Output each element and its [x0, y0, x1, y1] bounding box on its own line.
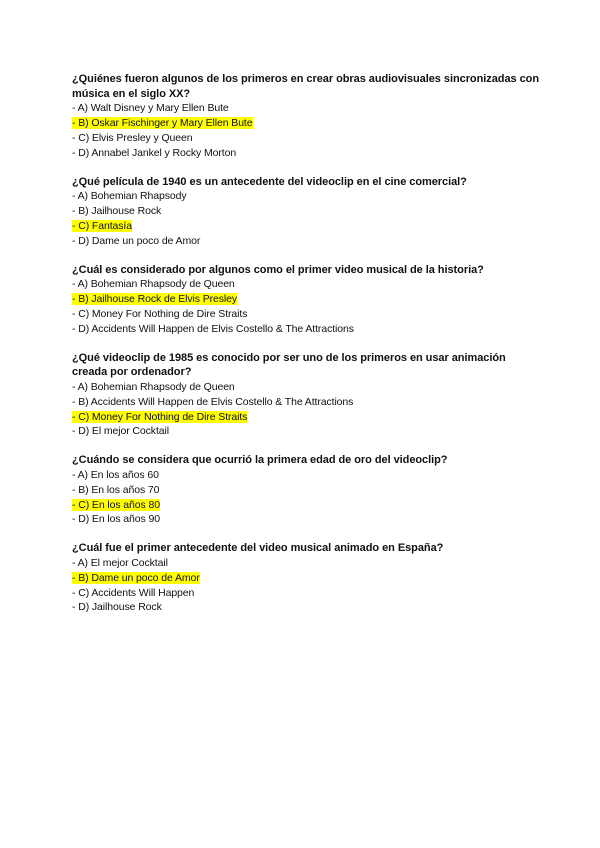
option-d: - D) Accidents Will Happen de Elvis Costello & The Attractions	[72, 322, 354, 335]
option-a: - A) Bohemian Rhapsody	[72, 190, 187, 203]
option-b-correct: - B) Dame un poco de Amor	[72, 571, 200, 584]
question-text: ¿Quiénes fueron algunos de los primeros en crear obras audiovisuales sincronizadas con música en el siglo XX?	[72, 73, 540, 100]
option-b: - B) Jailhouse Rock	[72, 205, 162, 218]
quiz-document	[72, 72, 542, 630]
question-3	[72, 263, 542, 337]
option-d: - D) Annabel Jankel y Rocky Morton	[72, 146, 237, 159]
question-5	[72, 453, 542, 527]
answer-options	[72, 101, 542, 160]
question-text: ¿Cuál es considerado por algunos como el primer video musical de la historia?	[72, 263, 484, 276]
option-c: - C) Accidents Will Happen	[72, 586, 195, 599]
option-b: - B) Accidents Will Happen de Elvis Costello & The Attractions	[72, 395, 354, 408]
answer-options	[72, 277, 542, 336]
option-b: - B) En los años 70	[72, 483, 160, 496]
option-d: - D) Dame un poco de Amor	[72, 234, 201, 247]
option-c-correct: - C) Money For Nothing de Dire Straits	[72, 410, 248, 423]
option-d: - D) El mejor Cocktail	[72, 425, 169, 438]
question-6	[72, 541, 542, 615]
answer-options	[72, 189, 542, 248]
question-4	[72, 351, 542, 439]
option-d: - D) En los años 90	[72, 513, 160, 526]
option-d: - D) Jailhouse Rock	[72, 601, 162, 614]
option-c: - C) Elvis Presley y Queen	[72, 131, 193, 144]
answer-options	[72, 468, 542, 527]
option-c-correct: - C) En los años 80	[72, 498, 160, 511]
question-text: ¿Cuál fue el primer antecedente del video musical animado en España?	[72, 542, 444, 555]
option-a: - A) Bohemian Rhapsody de Queen	[72, 278, 235, 291]
option-b-correct: - B) Oskar Fischinger y Mary Ellen Bute	[72, 117, 253, 130]
option-a: - A) Bohemian Rhapsody de Queen	[72, 381, 235, 394]
question-text: ¿Cuándo se considera que ocurrió la primera edad de oro del videoclip?	[72, 454, 448, 467]
question-2	[72, 175, 542, 249]
question-1	[72, 72, 542, 160]
option-a: - A) En los años 60	[72, 469, 159, 482]
option-a: - A) Walt Disney y Mary Ellen Bute	[72, 102, 229, 115]
question-text: ¿Qué videoclip de 1985 es conocido por ser uno de los primeros en usar animación creada por ordenador?	[72, 351, 506, 379]
option-c: - C) Money For Nothing de Dire Straits	[72, 307, 248, 320]
answer-options	[72, 380, 542, 439]
answer-options	[72, 556, 542, 615]
option-b-correct: - B) Jailhouse Rock de Elvis Presley	[72, 293, 238, 306]
question-text: ¿Qué película de 1940 es un antecedente del videoclip en el cine comercial?	[72, 175, 467, 188]
option-a: - A) El mejor Cocktail	[72, 557, 168, 570]
option-c-correct: - C) Fantasía	[72, 219, 132, 232]
